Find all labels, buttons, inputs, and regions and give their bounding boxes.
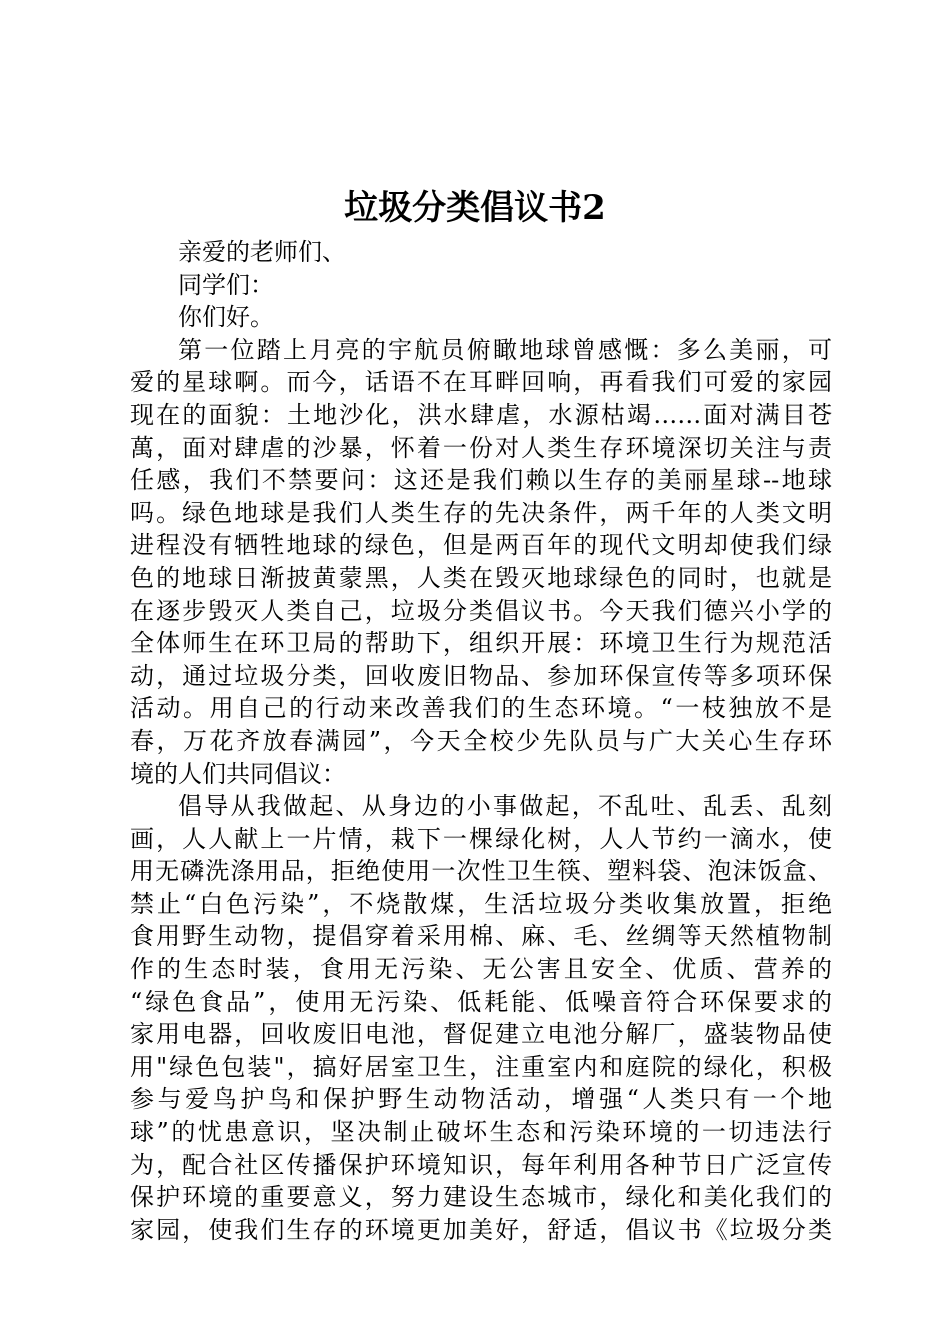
document-title: 垃圾分类倡议书2 [344,188,606,228]
paragraph-1-line: 境的人们共同倡议： [130,759,346,788]
paragraph-1-line: 在逐步毁灭人类自己，垃圾分类倡议书。今天我们德兴小学的 [130,596,832,625]
paragraph-1-line: 爱的星球啊。而今，话语不在耳畔回响，再看我们可爱的家园 [130,368,832,397]
paragraph-2-line: 家园，使我们生存的环境更加美好，舒适，倡议书《垃圾分类 [130,1215,832,1244]
paragraph-1-line: 现在的面貌：土地沙化，洪水肆虐，水源枯竭……面对满目苍 [130,400,832,429]
paragraph-2-line: 食用野生动物，提倡穿着采用棉、麻、毛、丝绸等天然植物制 [130,922,832,951]
paragraph-2-line: 参与爱鸟护鸟和保护野生动物活动，增强“人类只有一个地 [130,1085,832,1114]
paragraph-2-line: 画，人人献上一片情，栽下一棵绿化树，人人节约一滴水，使 [130,824,832,853]
paragraph-1-line: 任感，我们不禁要问：这还是我们赖以生存的美丽星球--地球 [130,466,832,495]
paragraph-1-line: 吗。绿色地球是我们人类生存的先决条件，两千年的人类文明 [130,498,832,527]
paragraph-1-line: 全体师生在环卫局的帮助下，组织开展：环境卫生行为规范活 [130,629,832,658]
document-body [130,236,832,1246]
greeting-line: 亲爱的老师们、 [178,238,346,266]
paragraph-1-line: 萬，面对肆虐的沙暴，怀着一份对人类生存环境深切关注与责 [130,433,832,462]
paragraph-2-line: 球”的忧患意识，坚决制止破坏生态和污染环境的一切违法行 [130,1118,832,1147]
paragraph-1-line: 进程没有牺牲地球的绿色，但是两百年的现代文明却使我们绿 [130,531,832,560]
paragraph-2-line: 禁止“白色污染”，不烧散煤，生活垃圾分类收集放置，拒绝 [130,889,832,918]
paragraph-2-line: 用"绿色包装"，搞好居室卫生，注重室内和庭院的绿化，积极 [130,1052,832,1081]
paragraph-2-line: 为，配合社区传播保护环境知识，每年利用各种节日广泛宣传 [130,1150,832,1179]
paragraph-1-line: 动，通过垃圾分类，回收废旧物品、参加环保宣传等多项环保 [130,661,832,690]
paragraph-2-line: 家用电器，回收废旧电池，督促建立电池分解厂，盛装物品使 [130,1020,832,1049]
paragraph-2-line: 用无磷洗涤用品，拒绝使用一次性卫生筷、塑料袋、泡沫饭盒、 [130,857,832,886]
paragraph-2-line: 保护环境的重要意义，努力建设生态城市，绿化和美化我们的 [130,1183,832,1212]
paragraph-2-line: 作的生态时装，食用无污染、无公害且安全、优质、营养的 [130,955,832,984]
paragraph-1-line: 春，万花齐放春满园”，今天全校少先队员与广大关心生存环 [130,726,832,755]
greeting-line: 同学们： [178,270,274,299]
paragraph-2-line: 倡导从我做起、从身边的小事做起，不乱吐、乱丢、乱刻 [178,792,832,821]
paragraph-1-line: 第一位踏上月亮的宇航员俯瞰地球曾感慨：多么美丽，可 [178,335,832,364]
paragraph-2-line: “绿色食品”，使用无污染、低耗能、低噪音符合环保要求的 [130,987,832,1016]
paragraph-1-line: 色的地球日渐披黄蒙黑，人类在毁灭地球绿色的同时，也就是 [130,563,832,592]
greeting-line: 你们好。 [178,303,274,332]
paragraph-1-line: 活动。用自己的行动来改善我们的生态环境。“一枝独放不是 [130,694,832,723]
